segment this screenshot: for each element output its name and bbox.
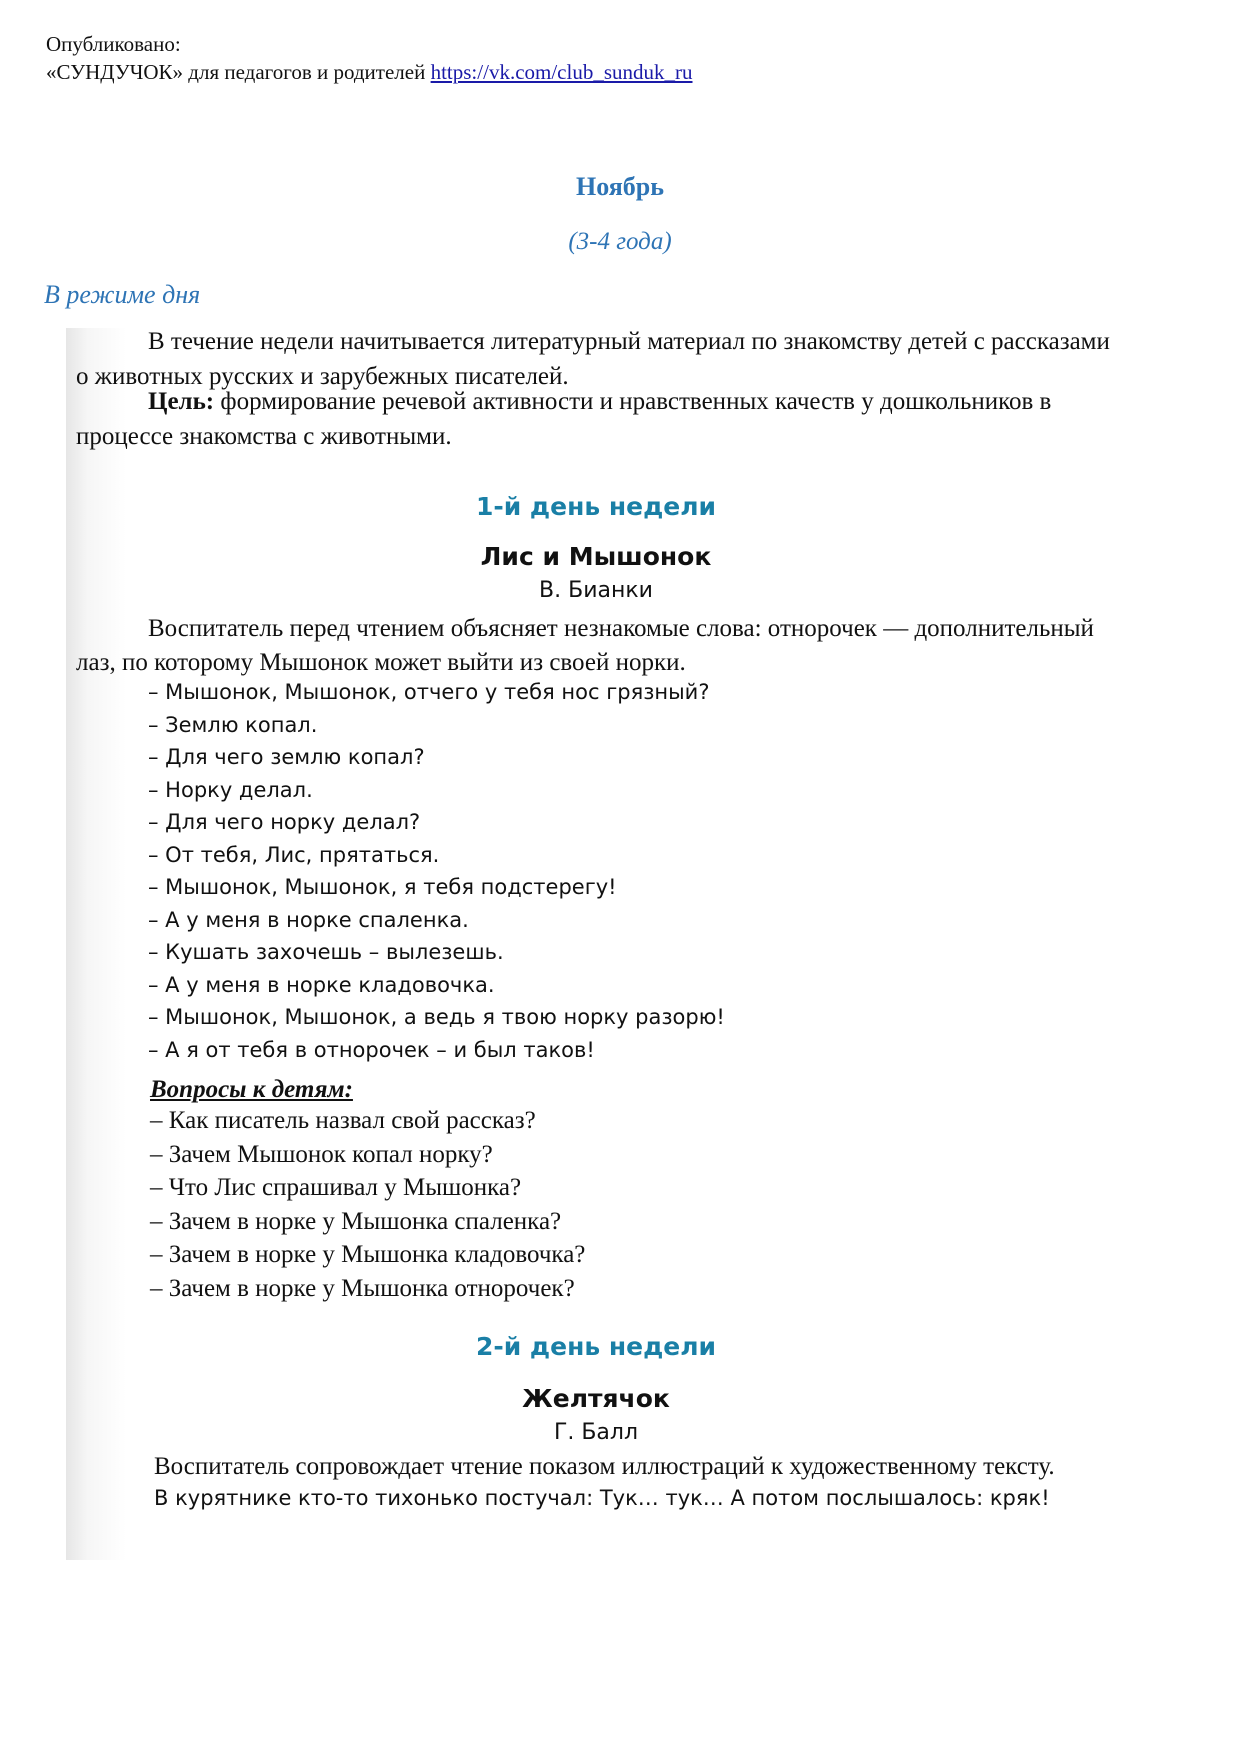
goal-paragraph xyxy=(76,384,1116,454)
day2-author: Г. Балл xyxy=(553,1420,639,1445)
age-subtitle: (3-4 года) xyxy=(568,228,672,255)
dialog-line: – Кушать захочешь – вылезешь. xyxy=(148,940,504,964)
day2-heading: 2-й день недели xyxy=(475,1332,717,1361)
dialog-line: – Мышонок, Мышонок, я тебя подстерегу! xyxy=(148,875,617,899)
dialog-line: – А у меня в норке кладовочка. xyxy=(148,972,495,997)
questions-list xyxy=(150,1104,585,1305)
question-item: – Зачем в норке у Мышонка кладовочка? xyxy=(150,1241,586,1268)
questions-heading: Вопросы к детям: xyxy=(150,1076,353,1103)
question-item: – Зачем в норке у Мышонка спаленка? xyxy=(150,1207,562,1235)
day1-heading: 1-й день недели xyxy=(475,492,717,521)
month-title: Ноябрь xyxy=(575,172,664,201)
question-item: – Что Лис спрашивал у Мышонка? xyxy=(150,1174,522,1201)
dialog-line: – Землю копал. xyxy=(148,712,318,737)
dialog-line: – А у меня в норке спаленка. xyxy=(148,907,469,932)
question-item: – Зачем Мышонок копал норку? xyxy=(150,1140,493,1168)
dialog-line: – Мышонок, Мышонок, а ведь я твою норку разорю! xyxy=(148,1005,725,1029)
goal-label: Цель: xyxy=(148,388,215,415)
question-item: – Зачем в норке у Мышонка отнорочек? xyxy=(150,1274,575,1302)
dialog-line: – Мышонок, Мышонок, отчего у тебя нос грязный? xyxy=(148,680,710,704)
dialog-line: – От тебя, Лис, прятаться. xyxy=(148,842,440,867)
published-label: Опубликовано: xyxy=(46,32,181,56)
day1-intro: Воспитатель перед чтением объясняет незнакомые слова: отнорочек — дополнительный лаз, по которому Мышонок может выйти из своей норки. xyxy=(76,615,1094,676)
publisher-line xyxy=(46,58,693,86)
dialog-line: – Норку делал. xyxy=(148,777,313,802)
regime-heading: В режиме дня xyxy=(44,280,201,309)
goal-text: формирование речевой активности и нравственных качеств у дошкольников в процессе знакомства с животными. xyxy=(76,388,1052,450)
day1-author: В. Бианки xyxy=(539,578,653,603)
vk-link[interactable]: https://vk.com/club_sunduk_ru xyxy=(430,60,693,84)
day2-story-title: Желтячок xyxy=(522,1384,670,1413)
day2-first-line: В курятнике кто-то тихонько постучал: Тук… тук… А потом послышалось: кряк! xyxy=(154,1486,1050,1510)
day1-dialog xyxy=(148,676,725,1066)
dialog-line: – Для чего норку делал? xyxy=(148,810,421,834)
publisher-text: «СУНДУЧОК» для педагогов и родителей xyxy=(46,60,426,84)
dialog-line: – Для чего землю копал? xyxy=(148,745,425,769)
publication-header xyxy=(46,30,693,86)
day1-story-title: Лис и Мышонок xyxy=(480,542,712,571)
dialog-line: – А я от тебя в отнорочек – и был таков! xyxy=(148,1037,595,1062)
intro-paragraph: В течение недели начитывается литературный материал по знакомству детей с рассказами о животных русских и зарубежных писателей. xyxy=(76,328,1110,390)
day2-intro: Воспитатель сопровождает чтение показом иллюстраций к художественному тексту. xyxy=(154,1453,1055,1480)
question-item: – Как писатель назвал свой рассказ? xyxy=(150,1107,536,1134)
